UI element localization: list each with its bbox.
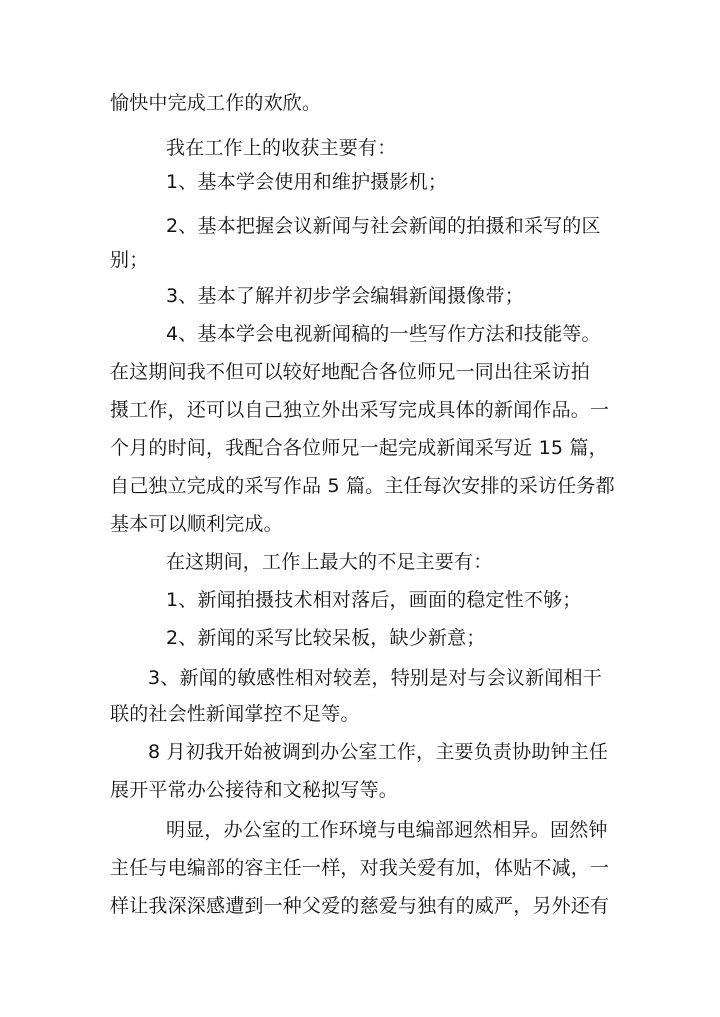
list-item-continuation: 别； bbox=[110, 249, 149, 271]
list-item: 3、新闻的敏感性相对较差，特别是对与会议新闻相干 bbox=[148, 667, 602, 689]
text-line bbox=[0, 160, 720, 204]
list-item-continuation: 联的社会性新闻掌控不足等。 bbox=[110, 703, 360, 725]
section-heading: 我在工作上的收获主要有： bbox=[166, 137, 397, 159]
paragraph-text: 明显，办公室的工作环境与电编部迥然相异。固然钟 bbox=[166, 819, 608, 841]
paragraph-text: 在这期间我不但可以较好地配合各位师兄一同出往采访拍 bbox=[110, 361, 591, 383]
list-item: 1、新闻拍摄技术相对落后，画面的稳定性不够； bbox=[166, 589, 582, 611]
paragraph-text: 样让我深深感遭到一种父爱的慈爱与独有的威严，另外还有 bbox=[110, 895, 610, 917]
list-item: 2、新闻的采写比较呆板，缺少新意； bbox=[166, 627, 486, 649]
list-item: 4、基本学会电视新闻稿的一些写作方法和技能等。 bbox=[166, 323, 601, 345]
paragraph-text: 展开平常办公接待和文秘拟写等。 bbox=[110, 779, 399, 801]
text-line bbox=[0, 768, 720, 812]
text-line bbox=[0, 81, 720, 125]
paragraph-text: 主任与电编部的容主任一样，对我关爱有加，体贴不减，一 bbox=[110, 857, 610, 879]
paragraph-text: 个月的时间，我配合各位师兄一起完成新闻采写近 15 篇， bbox=[110, 437, 608, 459]
list-item: 3、基本了解并初步学会编辑新闻摄像带； bbox=[166, 285, 524, 307]
paragraph-text: 自己独立完成的采写作品 5 篇。主任每次安排的采访任务都 bbox=[110, 475, 615, 497]
list-item: 1、基本学会使用和维护摄影机； bbox=[166, 171, 448, 193]
text-line bbox=[0, 616, 720, 660]
paragraph-text: 8 月初我开始被调到办公室工作，主要负责协助钟主任 bbox=[148, 741, 609, 763]
paragraph-text: 愉快中完成工作的欢欣。 bbox=[110, 92, 322, 114]
text-line bbox=[0, 884, 720, 928]
paragraph-text: 基本可以顺利完成。 bbox=[110, 513, 283, 535]
section-heading: 在这期间，工作上最大的不足主要有： bbox=[166, 551, 493, 573]
list-item: 2、基本把握会议新闻与社会新闻的拍摄和采写的区 bbox=[166, 215, 601, 237]
paragraph-text: 摄工作，还可以自己独立外出采写完成具体的新闻作品。一 bbox=[110, 399, 610, 421]
